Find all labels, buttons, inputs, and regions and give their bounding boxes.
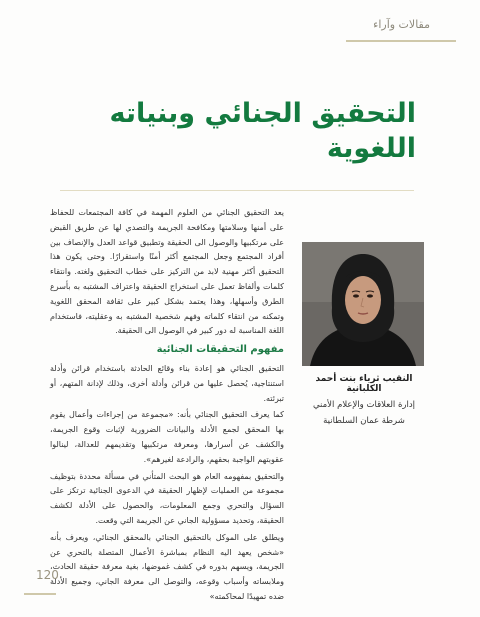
footer-divider — [24, 593, 56, 595]
subheading: مفهوم التحقيقات الجنائية — [156, 344, 284, 356]
body-paragraph: التحقيق الجنائي هو إعادة بناء وقائع الحادثة باستخدام قرائن وأدلة استنتاجية، يُحصل عليها من قرائن وأدلة أخرى، وذلك لإدانة المتهم، أو تبرئته. — [50, 363, 284, 403]
article-title: التحقيق الجنائي وبنياته اللغوية — [109, 98, 416, 165]
intro-paragraph: يعد التحقيق الجنائي من العلوم المهمة في كافة المجتمعات للحفاظ على أمنها وسلامتها ومكافحة الجريمة والتصدي لها عن طريق القبض على مرتكبيها والوصول الى الحقيقة وتطبيق قواعد العدل والإنصاف بين أفراد المجتمع وجعل المجتمع أكثر أمنًا واستقرارًا. وحتى يكون هذا التحقيق أكثر مهنية لابد من التركيز على خطاب التحقيق ولغته. وانتقاء كلمات وألفاظ تعمل على استخراج الحقيقة واعتراف المشتبه به بأسرع الطرق وأسهلها، وهذا يعتمد بشكل كبير على ثقافة المحقق اللغوية وتمكنه من انتقاء كلماته وفهم شخصية المشتبه به وعقليته، فاستخدام اللغة المناسبة له دور كبير في الوصول الى الحقيقة. — [50, 208, 284, 336]
page-number: 120 — [36, 568, 59, 582]
author-caption — [300, 374, 428, 432]
section-label: مقالات وآراء — [373, 18, 430, 31]
author-photo — [302, 242, 424, 366]
body-paragraph: ويطلق على الموكل بالتحقيق الجنائي بالمحقق الجنائي، ويعرف بأنه «شخص يعهد اليه النظام بمباشرة الأعمال المتصلة بالتحري عن الجريمة، ويسهم بدوره في كشف غموضها، بغية معرفة حقيقة الحادث، وملابساته وأسباب وقوعه، والتوصل الى معرفة الجاني، وجميع الأدلة ضده تمهيدًا لمحاكمته» — [50, 532, 284, 601]
author-department: إدارة العلاقات والإعلام الأمني — [312, 400, 416, 410]
author-name: النقيب ثرياء بنت أحمد الكلبانية — [315, 374, 413, 394]
title-divider — [60, 190, 414, 191]
body-paragraph: كما يعرف التحقيق الجنائي بأنه: «مجموعة من إجراءات وأعمال يقوم بها المحقق لجمع الأدلة والبيانات الضرورية لإثبات وقوع الجريمة، والكشف عن أسرارها، ومعرفة مرتكبيها وتقديمهم للعدالة، لينالوا عقوبتهم الواجبة بحقهم، والرادعة لغيرهم». — [50, 410, 284, 464]
article-body — [50, 206, 284, 607]
author-organization: شرطة عمان السلطانية — [323, 416, 405, 426]
section-divider — [346, 40, 456, 42]
body-paragraph: والتحقيق بمفهومه العام هو البحث المتأني في مسألة محددة بتوظيف مجموعة من العمليات لإظهار الحقيقة في الدعوى الجنائية ترتكز على السؤال والتحري وجمع المعلومات، والحصول على الأدلة لكشف الحقيقة، وتحديد مسؤولية الجاني عن الجريمة التي وقعت. — [50, 471, 284, 525]
